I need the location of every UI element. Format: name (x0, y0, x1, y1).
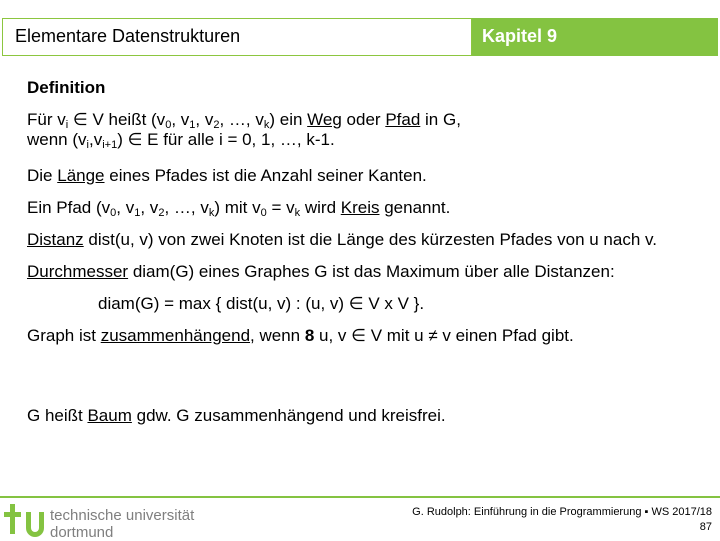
definition-line-edges: wenn $(v_i,v_{i+1})$ ∈ E für alle i = 0, 1, …, k-1. (27, 130, 335, 151)
term-weg: Weg (307, 110, 342, 129)
term-zusammenhaengend: zusammenhängend (100, 326, 251, 345)
definition-laenge: Die Länge eines Pfades ist die Anzahl seiner Kanten. (27, 166, 427, 185)
definition-baum: G heißt Baum gdw. G zusammenhängend und kreisfrei. (27, 406, 446, 425)
footer-credit (412, 505, 712, 535)
university-name (50, 507, 194, 541)
term-kreis: Kreis (340, 198, 380, 217)
definition-line-weg: Für $v_i$ ∈ V heißt ($v_0$, $v_1$, $v_2$, …, $v_k$) ein Weg oder Pfad in G, (27, 110, 461, 131)
forall-symbol: 8 (304, 326, 315, 345)
footer-divider (0, 496, 720, 498)
diam-formula: diam(G) = max { dist(u, v) : (u, v) ∈ V x V }. (98, 294, 425, 313)
term-durchmesser: Durchmesser (27, 262, 129, 281)
definition-durchmesser: Durchmesser diam(G) eines Graphes G ist das Maximum über alle Distanzen: (27, 262, 615, 281)
definition-zusammenhaengend: Graph ist zusammenhängend, wenn 8 u, v ∈ V mit u ≠ v einen Pfad gibt. (27, 326, 574, 345)
definition-heading: Definition (27, 78, 106, 97)
course-credit: G. Rudolph: Einführung in die Programmierung ▪ WS 2017/18 (412, 506, 712, 518)
chapter-label: Kapitel 9 (482, 26, 558, 46)
term-laenge: Länge (57, 166, 105, 185)
page-title: Elementare Datenstrukturen (15, 26, 241, 46)
term-distanz: Distanz (27, 230, 84, 249)
university-name-line1: technische universität (50, 507, 195, 524)
term-baum: Baum (87, 406, 132, 425)
university-name-line2: dortmund (50, 524, 114, 541)
definition-kreis: Ein Pfad ($v_0$, $v_1$, $v_2$, …, $v_k$) mit $v_0 = v_k$ wird Kreis genannt. (27, 198, 451, 219)
definition-distanz: Distanz dist(u, v) von zwei Knoten ist die Länge des kürzesten Pfades von u nach v. (27, 230, 657, 249)
tu-logo-icon (4, 504, 48, 538)
page-number: 87 (699, 521, 712, 533)
term-pfad: Pfad (385, 110, 421, 129)
